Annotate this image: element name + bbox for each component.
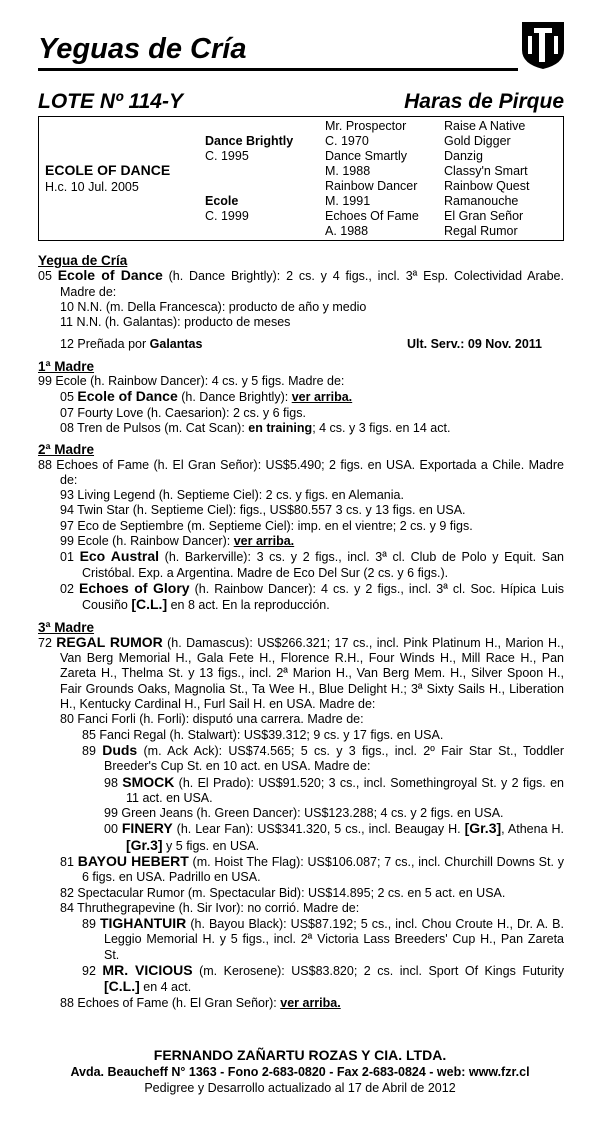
- entry-text: (h. Dance Brightly):: [177, 390, 292, 405]
- gen4-item: Regal Rumor: [444, 224, 518, 238]
- fzr-logo-icon: [520, 20, 566, 70]
- sire-name: Dance Brightly: [205, 134, 294, 148]
- entry-text: 99 Ecole (h. Rainbow Dancer):: [60, 534, 234, 549]
- entry-year: 81: [60, 854, 78, 869]
- gen3-item: Dance Smartly: [325, 149, 407, 163]
- entry-text: (h. Rainbow Dancer): 4 cs. y 2 figs., incl. 3ª cl. Soc. Hípica Luis Cousiño: [82, 581, 565, 613]
- horse-info: H.c. 10 Jul. 2005: [45, 180, 139, 194]
- entry-text: (m. Ack Ack): US$74.565; 5 cs. y 3 figs., incl. 2º Fair Star St., Toddler Breeder's Cup St. en 10 act. en USA. Madre de:: [104, 743, 564, 774]
- entry-line: 94 Twin Star (h. Septieme Ciel): figs., US$80.557 3 cs. y 13 figs. en USA.: [60, 503, 466, 518]
- entry-text: 88 Echoes of Fame (h. El Gran Señor):: [60, 995, 281, 1010]
- entry-line: 93 Living Legend (h. Septieme Ciel): 2 cs. y figs. en Alemania.: [60, 488, 404, 503]
- entry-line: 82 Spectacular Rumor (m. Spectacular Bid): US$14.895; 2 cs. en 5 act. en USA.: [60, 885, 506, 900]
- entry-line: 99 Ecole (h. Rainbow Dancer): 4 cs. y 5 figs. Madre de:: [38, 374, 345, 389]
- horse-highlight: REGAL RUMOR: [56, 633, 163, 650]
- stallion-name: Galantas: [149, 337, 203, 352]
- entry-text: y 5 figs. en USA.: [162, 838, 260, 853]
- entry-text: (h. Barkerville): 3 cs. y 2 figs., incl. 3ª cl. Club de Polo y Equit. San Cristóbal. Exp. a Argentina. Madre de Eco Del Sur (2 cs. y 6 figs.).: [82, 550, 564, 580]
- stud-name: Haras de Pirque: [404, 90, 564, 113]
- entry-year: 89: [82, 743, 103, 758]
- horse-highlight: Eco Austral: [79, 548, 160, 565]
- horse-highlight: SMOCK: [122, 773, 175, 790]
- entry-year: 98: [104, 775, 123, 790]
- entry-text: (h. El Prado): US$91.520; 3 cs., incl. Somethingroyal St. y 2 figs. en 11 act. en USA.: [126, 775, 564, 805]
- entry-year: 05: [38, 269, 58, 284]
- entry-text: (h. Damascus): US$266.321; 17 cs., incl. Pink Platinum H., Marion H., Van Berg Memorial H., Gala Fete H., Florence R.H., Four Winds H., Mill Race H., Pan Zareta H., Thelma St. y 13 figs., incl. 2ª Marion H., Van Berg Mem. H., Silver Spoon H., Fair Grounds Oaks, Magnolia St., Ta Wee H., Blue Delight H.; 3ª Sixty Sails H., Liberation H., Kentucky Cardinal H., Furl Sail H. en USA. Madre de:: [60, 635, 564, 712]
- status-text: en training: [248, 420, 313, 435]
- horse-highlight: Duds: [102, 741, 138, 758]
- last-service: Ult. Serv.: 09 Nov. 2011: [406, 337, 542, 352]
- sire-year: C. 1995: [205, 149, 249, 163]
- see-above-link: ver arriba.: [233, 534, 295, 549]
- update-note: Pedigree y Desarrollo actualizado al 17 de Abril de 2012: [144, 1081, 456, 1095]
- gen4-item: Ramanouche: [444, 194, 519, 208]
- gen3-item: Mr. Prospector: [325, 119, 407, 133]
- page-header: [38, 32, 518, 71]
- entry-line: [38, 549, 564, 581]
- gen4-item: Raise A Native: [444, 119, 526, 133]
- entry-line: [38, 268, 564, 300]
- see-above-link: ver arriba.: [280, 995, 341, 1010]
- entry-line: [38, 421, 564, 436]
- entry-text: en 8 act. En la reproducción.: [167, 598, 330, 613]
- entry-text: , Athena H.: [501, 822, 564, 837]
- gen3-item: C. 1970: [325, 134, 369, 148]
- page-footer: [0, 1046, 600, 1096]
- entry-line: [38, 389, 564, 405]
- gen3-item: M. 1991: [325, 194, 371, 208]
- entry-text: (h. Dance Brightly): 2 cs. y 4 figs., incl. 3ª Esp. Colectividad Arabe. Madre de:: [60, 269, 564, 299]
- entry-year: 02: [60, 581, 79, 596]
- gen4-item: Gold Digger: [444, 134, 511, 148]
- entry-text: 12 Preñada por: [60, 337, 150, 352]
- entry-line: [38, 963, 564, 996]
- entry-text: (h. Bayou Black): US$87.192; 5 cs., incl. Chou Croute H., Dr. A. B. Leggio Memorial H. y 5 figs., incl. 2ª Victoria Lass Breeders' Cup H., Pan Zareta St.: [104, 917, 564, 962]
- horse-highlight: MR. VICIOUS: [102, 962, 193, 979]
- entry-year: 05: [60, 390, 78, 405]
- gen3-item: A. 1988: [325, 224, 369, 238]
- gen4-item: Danzig: [444, 149, 483, 163]
- entry-line: 84 Thruthegrapevine (h. Sir Ivor): no corrió. Madre de:: [60, 900, 360, 915]
- gen4-item: El Gran Señor: [444, 209, 524, 223]
- entry-line: [38, 775, 564, 807]
- entry-text: (m. Kerosene): US$83.820; 2 cs. incl. Sport Of Kings Futurity: [192, 964, 564, 979]
- horse-highlight: FINERY: [121, 820, 173, 837]
- horse-highlight: TIGHANTUIR: [99, 915, 187, 932]
- entry-line: [38, 916, 564, 963]
- entry-line: [38, 821, 564, 854]
- entry-text: 08 Tren de Pulsos (m. Cat Scan):: [60, 420, 249, 435]
- gen3-item: Echoes Of Fame: [325, 209, 419, 223]
- entry-text: (h. Lear Fan): US$341.320, 5 cs., incl. Beaugay H.: [172, 822, 465, 837]
- horse-highlight: Ecole of Dance: [57, 267, 163, 284]
- entry-line: 97 Eco de Septiembre (m. Septieme Ciel): imp. en el vientre; 2 cs. y 9 figs.: [60, 518, 473, 533]
- lot-header: [38, 90, 564, 118]
- gen4-item: Rainbow Quest: [444, 179, 530, 193]
- entry-line: [38, 996, 564, 1011]
- gen4-item: Classy'n Smart: [444, 164, 528, 178]
- race-grade: [C.L.]: [104, 978, 140, 995]
- company-address: Avda. Beaucheff N° 1363 - Fono 2-683-0820 - Fax 2-683-0824 - web: www.fzr.cl: [70, 1065, 530, 1079]
- entry-year: 72: [38, 635, 57, 650]
- section-title-madre2: 2ª Madre: [38, 442, 95, 458]
- entry-year: 89: [82, 917, 100, 932]
- entry-line: [38, 534, 564, 549]
- gen3-item: Rainbow Dancer: [325, 179, 418, 193]
- entry-year: 00: [104, 822, 122, 837]
- catalog-content: [38, 250, 564, 1011]
- section-title-yegua: Yegua de Cría: [38, 253, 128, 268]
- entry-line: [38, 337, 564, 352]
- section-title-madre1: 1ª Madre: [38, 358, 95, 374]
- entry-line: [38, 581, 564, 614]
- entry-line: [38, 854, 564, 886]
- see-above-link: ver arriba.: [291, 390, 353, 405]
- race-grade: [Gr.3]: [126, 836, 163, 853]
- gen3-item: M. 1988: [325, 164, 371, 178]
- entry-line: [38, 743, 564, 775]
- horse-highlight: BAYOU HEBERT: [77, 852, 189, 869]
- horse-name: ECOLE OF DANCE: [45, 162, 171, 178]
- dam-name: Ecole: [205, 194, 239, 208]
- section-title-madre3: 3ª Madre: [38, 619, 95, 635]
- entry-line: 10 N.N. (m. Della Francesca): producto de año y medio: [60, 299, 367, 314]
- entry-text: (m. Hoist The Flag): US$106.087; 7 cs., incl. Churchill Downs St. y 6 figs. en USA. Padrillo en USA.: [82, 854, 564, 885]
- entry-line: 85 Fanci Regal (h. Stalwart): US$39.312; 9 cs. y 17 figs. en USA.: [82, 727, 444, 742]
- pedigree-box: [38, 116, 564, 241]
- entry-line: 99 Green Jeans (h. Green Dancer): US$123.288; 4 cs. y 2 figs. en USA.: [104, 806, 504, 821]
- company-name: FERNANDO ZAÑARTU ROZAS Y CIA. LTDA.: [153, 1047, 447, 1063]
- horse-highlight: Echoes of Glory: [78, 579, 190, 596]
- entry-text: ; 4 cs. y 3 figs. en 14 act.: [312, 420, 451, 435]
- entry-line: 11 N.N. (h. Galantas): producto de meses: [60, 315, 291, 330]
- race-grade: [Gr.3]: [464, 820, 502, 837]
- horse-highlight: Ecole of Dance: [77, 388, 178, 405]
- entry-year: 92: [82, 964, 103, 979]
- title-rule: [38, 68, 518, 71]
- entry-line: 88 Echoes of Fame (h. El Gran Señor): US$5.490; 2 figs. en USA. Exportada a Chile. Madre de:: [38, 457, 564, 487]
- entry-year: 01: [60, 550, 80, 565]
- entry-line: 80 Fanci Forli (h. Forli): disputó una carrera. Madre de:: [60, 712, 364, 727]
- entry-line: [38, 635, 564, 712]
- entry-text: en 4 act.: [139, 980, 192, 995]
- dam-year: C. 1999: [205, 209, 249, 223]
- lot-number: LOTE Nº 114-Y: [38, 90, 183, 113]
- entry-line: 07 Fourty Love (h. Caesarion): 2 cs. y 6 figs.: [60, 405, 306, 420]
- race-grade: [C.L.]: [131, 596, 168, 613]
- page-title: Yeguas de Cría: [38, 33, 247, 65]
